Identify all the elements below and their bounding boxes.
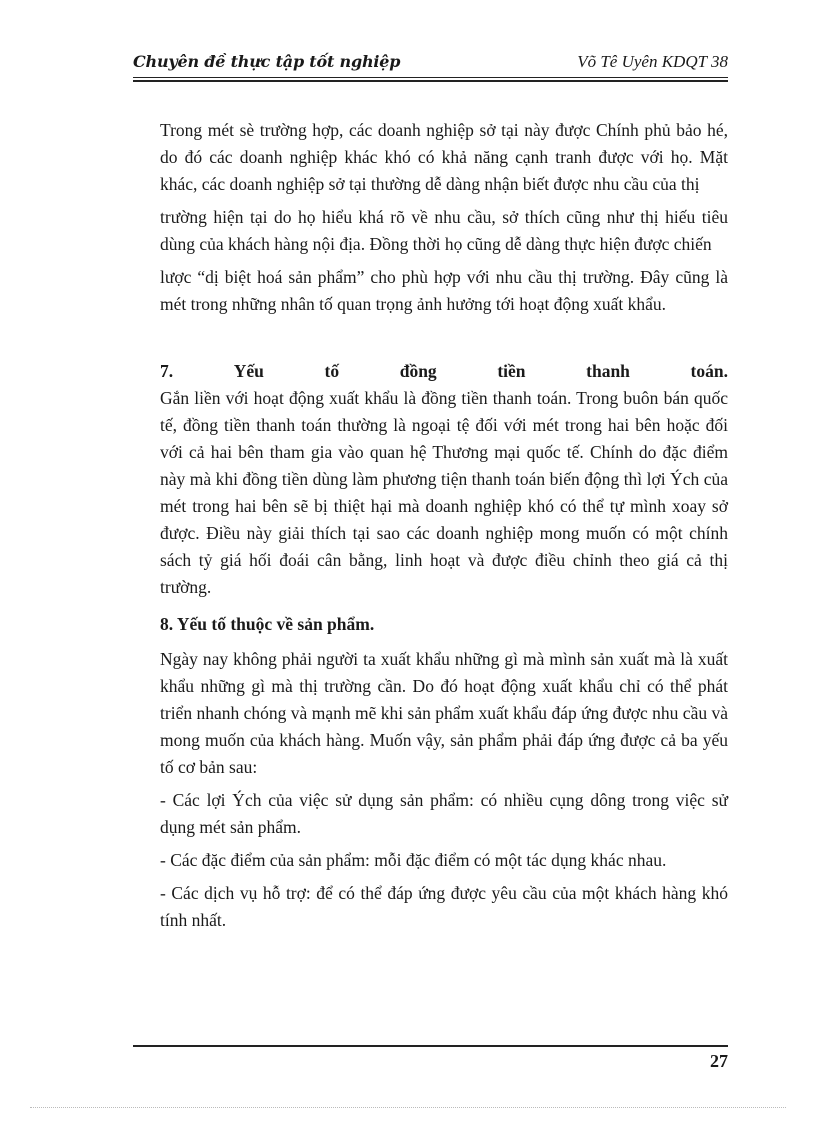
heading-word: tố [324,361,340,381]
paragraph: trường hiện tại do họ hiểu khá rõ về nhu cầu, sở thích cũng như thị hiếu tiêu dùng của khách hàng nội địa. Đồng thời họ cũng dễ dàng thực hiện được chiến [160,207,728,254]
list-item: - Các đặc điểm của sản phẩm: mỗi đặc điểm có một tác dụng khác nhau. [160,850,667,870]
heading-word: đồng [399,361,437,381]
paragraph: lược “dị biệt hoá sản phẩm” cho phù hợp với nhu cầu thị trường. Đây cũng là mét trong những nhân tố quan trọng ảnh hưởng tới hoạt động xuất khẩu. [160,267,728,314]
header-author: Võ Tê Uyên KDQT 38 [577,52,728,71]
header-rule [133,77,728,82]
page-edge-divider [30,1107,786,1108]
footer-rule [133,1045,728,1047]
section-8-heading: 8. Yếu tố thuộc về sản phẩm. [160,614,375,634]
heading-word: Yếu [233,361,264,381]
page-body [160,117,728,934]
paragraph: Trong mét sè trường hợp, các doanh nghiệp sở tại này được Chính phủ bảo hé, do đó các doanh nghiệp khác khó có khả năng cạnh tranh được với họ. Mặt khác, các doanh nghiệp sở tại thường dễ dàng nhận biết được nhu cầu của thị [160,120,728,194]
page-footer [133,1045,728,1085]
header-title: Chuyên đề thực tập tốt nghiệp [133,52,401,71]
section-7-heading [160,358,728,385]
page-header [133,48,728,84]
page-number: 27 [710,1051,728,1071]
section-7-body: Gắn liền với hoạt động xuất khẩu là đồng tiền thanh toán. Trong buôn bán quốc tế, đồng tiền thanh toán thường là ngoại tệ đối với mét trong hai bên hoặc đối với cả hai bên tham gia vào quan hệ Thương mại quốc tế. Chính do đặc điểm này mà khi đồng tiền dùng làm phương tiện thanh toán biến động thì lợi Ých của mét trong hai bên sẽ bị thiệt hại mà doanh nghiệp khó có thể tự mình xoay sở được. Điều này giải thích tại sao các doanh nghiệp mong muốn có một chính sách tỷ giá hối đoái cân bằng, linh hoạt và được điều chỉnh theo giá cả thị trường. [160,388,728,597]
heading-word: 7. [160,361,174,381]
heading-word: toán. [690,361,728,381]
heading-word: tiền [497,361,526,381]
list-item: - Các dịch vụ hỗ trợ: để có thể đáp ứng được yêu cầu của một khách hàng khó tính nhất. [160,883,728,930]
heading-word: thanh [586,361,630,381]
section-8-body: Ngày nay không phải người ta xuất khẩu những gì mà mình sản xuất mà là xuất khẩu những gì mà thị trường cần. Do đó hoạt động xuất khẩu chỉ có thể phát triển nhanh chóng và mạnh mẽ khi sản phẩm xuất khẩu đáp ứng được nhu cầu và mong muốn của khách hàng. Muốn vậy, sản phẩm phải đáp ứng được cả ba yếu tố cơ bản sau: [160,649,728,777]
list-item: - Các lợi Ých của việc sử dụng sản phẩm: có nhiều cụng dông trong việc sử dụng mét sản phẩm. [160,790,728,837]
